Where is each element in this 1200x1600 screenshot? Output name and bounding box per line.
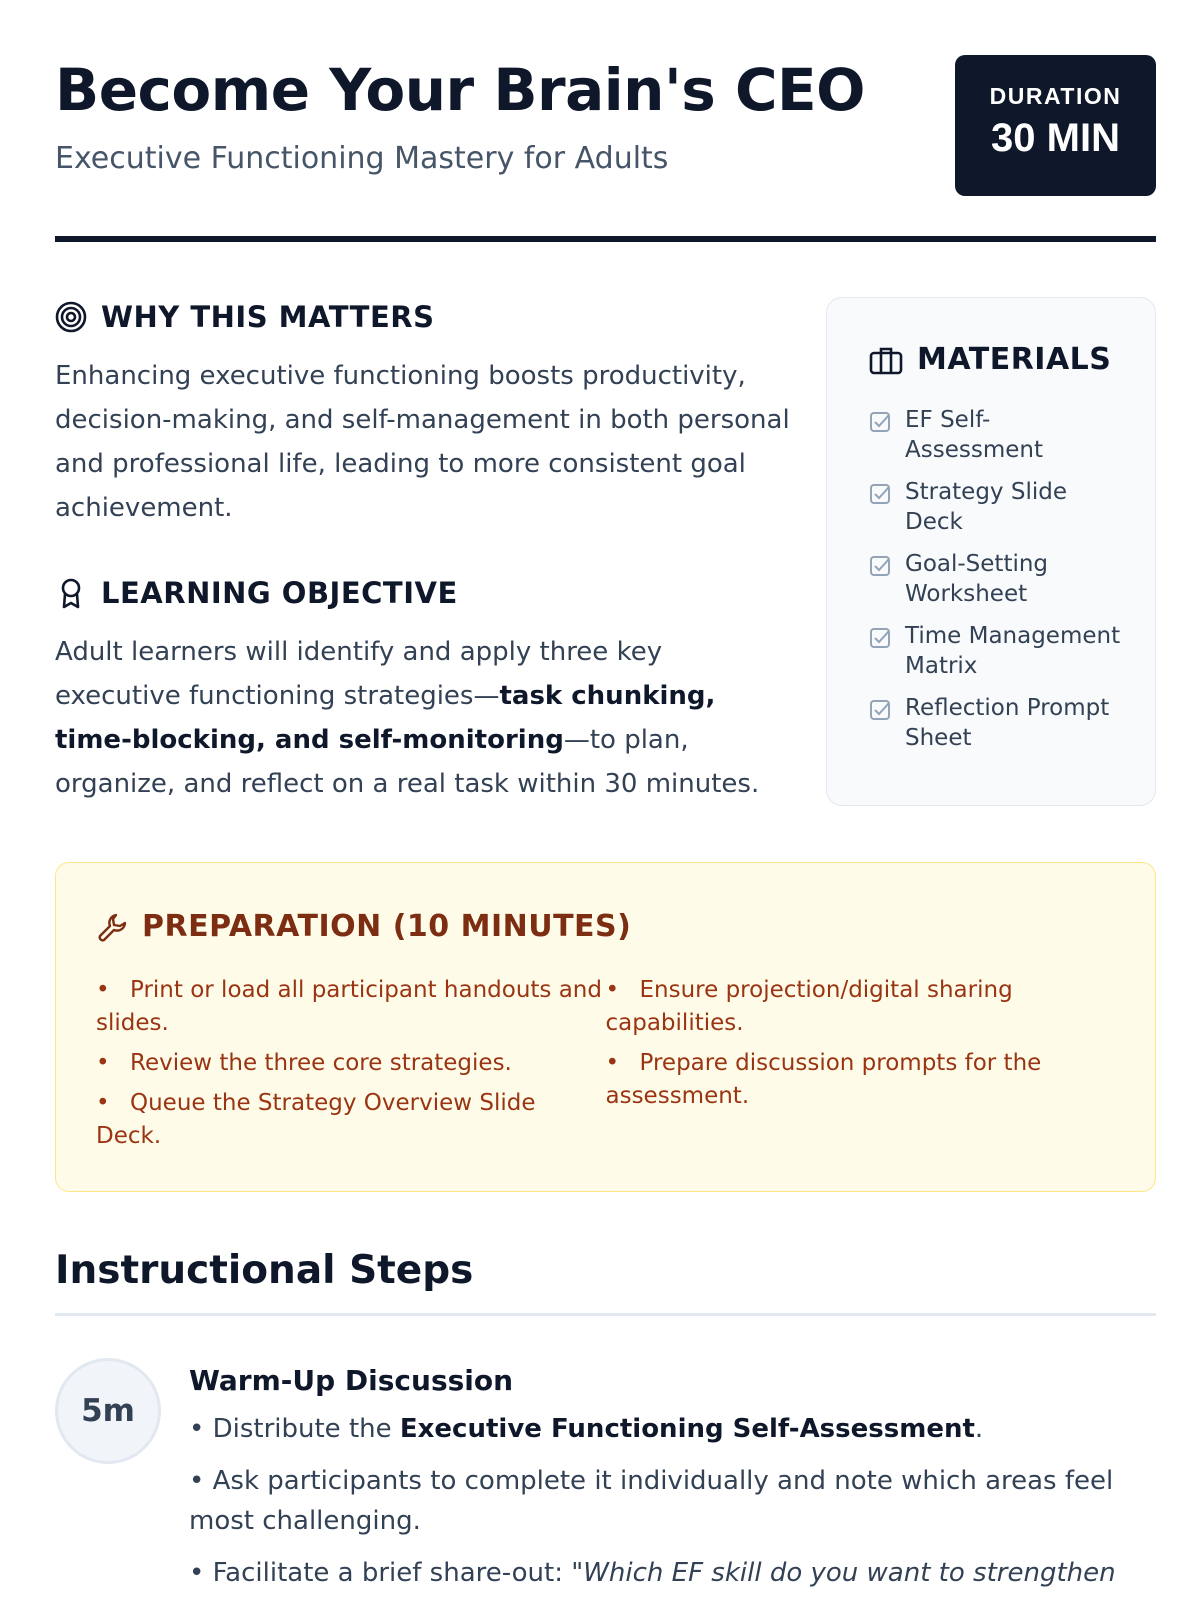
step-bullet: • Ask participants to complete it individually and note which areas feel most challenging. — [189, 1466, 1114, 1536]
materials-heading — [869, 342, 1125, 377]
materials-list — [869, 405, 1125, 753]
preparation-item-text: Prepare discussion prompts for the assessment. — [605, 1050, 1042, 1109]
preparation-item: • Print or load all participant handouts and slides. — [96, 977, 602, 1036]
duration-badge — [955, 55, 1156, 196]
preparation-item: • Queue the Strategy Overview Slide Deck. — [96, 1090, 536, 1149]
materials-item-label: EF Self-Assessment — [905, 407, 1043, 463]
preparation-item: • Ensure projection/digital sharing capabilities. — [605, 977, 1013, 1036]
objective-text-end: —to plan, organize, and reflect on a real task within 30 minutes. — [55, 725, 760, 799]
step-bullet-quote: "Which EF skill do you want to strengthen — [571, 1558, 1116, 1588]
materials-item — [869, 477, 1125, 537]
objective-section — [55, 576, 795, 806]
preparation-columns — [96, 974, 1115, 1160]
step-bullet-end: . — [974, 1414, 984, 1444]
step-bullet: • Distribute the Executive Functioning Self-Assessment. — [189, 1414, 984, 1444]
materials-item — [869, 549, 1125, 609]
materials-card — [826, 297, 1156, 806]
step-title: Warm-Up Discussion — [189, 1364, 514, 1397]
wrench-icon — [96, 911, 128, 943]
checkbox-checked-icon — [869, 411, 891, 433]
preparation-item-text: Ensure projection/digital sharing capabilities. — [605, 977, 1013, 1036]
materials-item-label: Goal-Setting Worksheet — [905, 551, 1049, 607]
header-divider — [55, 236, 1156, 242]
materials-item — [869, 621, 1125, 681]
step-bullet-text: Facilitate a brief share-out: — [212, 1558, 572, 1588]
preparation-heading-text: PREPARATION (10 MINUTES) — [142, 909, 632, 944]
checkbox-checked-icon — [869, 699, 891, 721]
page-title: Become Your Brain's CEO — [55, 56, 865, 124]
objective-heading-text: LEARNING OBJECTIVE — [101, 576, 458, 610]
steps-title: Instructional Steps — [55, 1248, 474, 1293]
preparation-item-text: Review the three core strategies. — [130, 1050, 512, 1076]
page-subtitle: Executive Functioning Mastery for Adults — [55, 141, 669, 176]
target-icon — [55, 301, 87, 333]
checkbox-checked-icon — [869, 483, 891, 505]
materials-heading-text: MATERIALS — [917, 342, 1112, 377]
checkbox-checked-icon — [869, 627, 891, 649]
page-header — [55, 55, 1156, 245]
why-section — [55, 300, 795, 530]
step-bullet-text: Distribute the — [212, 1414, 400, 1444]
preparation-item: • Prepare discussion prompts for the assessment. — [605, 1050, 1042, 1109]
preparation-card — [55, 862, 1156, 1192]
step-bullet: • Facilitate a brief share-out: "Which EF skill do you want to strengthen — [189, 1558, 1116, 1588]
materials-item-label: Strategy Slide Deck — [905, 479, 1067, 535]
step-bullet-text: Ask participants to complete it individually and note which areas feel most challenging. — [189, 1466, 1114, 1536]
duration-label: DURATION — [989, 83, 1122, 109]
briefcase-icon — [869, 345, 903, 375]
preparation-item-text: Print or load all participant handouts and slides. — [96, 977, 602, 1036]
materials-item-label: Reflection Prompt Sheet — [905, 695, 1110, 751]
why-heading — [55, 300, 795, 334]
objective-text-start: Adult learners will identify and apply three key executive functioning strategies— — [55, 637, 663, 711]
award-ribbon-icon — [55, 577, 87, 609]
materials-item — [869, 693, 1125, 753]
objective-strategies: task chunking, time-blocking, and self-monitoring — [55, 681, 716, 755]
why-heading-text: WHY THIS MATTERS — [101, 300, 435, 334]
preparation-item-text: Queue the Strategy Overview Slide Deck. — [96, 1090, 536, 1149]
preparation-list-left — [96, 974, 606, 1160]
duration-value: 30 MIN — [991, 116, 1120, 160]
objective-text — [55, 630, 795, 806]
step-bullet-bold: Executive Functioning Self-Assessment — [399, 1414, 975, 1444]
materials-item-label: Time Management Matrix — [905, 623, 1121, 679]
preparation-list-right — [606, 974, 1116, 1160]
preparation-item: • Review the three core strategies. — [96, 1050, 512, 1076]
checkbox-checked-icon — [869, 555, 891, 577]
materials-item — [869, 405, 1125, 465]
step-body — [189, 1364, 1156, 1593]
step-duration-badge: 5m — [55, 1358, 161, 1464]
objective-heading — [55, 576, 795, 610]
steps-divider — [55, 1313, 1156, 1316]
preparation-heading — [96, 909, 1115, 944]
why-text: Enhancing executive functioning boosts productivity, decision-making, and self-management in both personal and professional life, leading to more consistent goal achievement. — [55, 361, 790, 523]
